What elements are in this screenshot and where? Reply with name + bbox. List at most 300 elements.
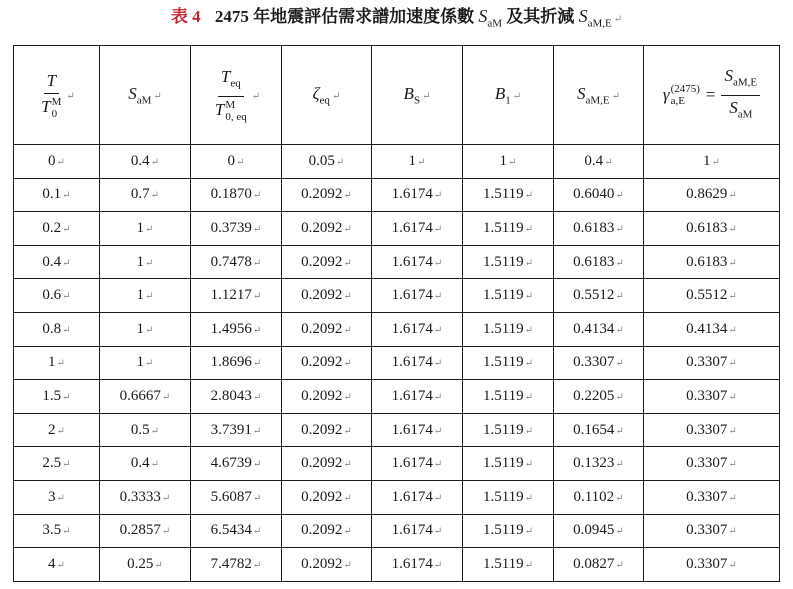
paragraph-mark-icon: ↵	[433, 526, 443, 538]
paragraph-mark-icon: ↵	[252, 391, 262, 403]
paragraph-mark-icon: ↵	[236, 156, 245, 168]
table-cell	[100, 346, 191, 380]
table-cell	[282, 447, 372, 481]
table-cell	[372, 346, 463, 380]
cell-value: 1.6174	[391, 287, 433, 304]
paragraph-mark-icon: ↵	[145, 324, 154, 336]
caption-symbol-saM: $S_{aM}$	[478, 6, 503, 30]
table-cell	[100, 312, 191, 346]
table-row	[14, 279, 780, 313]
paragraph-mark-icon: ↵	[145, 291, 154, 303]
paragraph-mark-icon: ↵	[524, 324, 534, 336]
header-teq-ratio: $T_{eq}$ T M 0, eq ↵	[191, 46, 282, 145]
cell-value: 0.0945	[573, 522, 615, 539]
cell-value: 0.5	[130, 421, 150, 438]
table-row	[14, 380, 780, 414]
table-cell	[100, 145, 191, 179]
table-cell	[554, 145, 644, 179]
paragraph-mark-icon: ↵	[154, 559, 163, 571]
paragraph-mark-icon: ↵	[252, 257, 262, 269]
paragraph-mark-icon: ↵	[145, 257, 154, 269]
cell-value: 0.3307	[686, 555, 728, 572]
paragraph-mark-icon: ↵	[343, 358, 352, 370]
table-cell	[554, 178, 644, 212]
paragraph-mark-icon: ↵	[252, 223, 262, 235]
paragraph-mark-icon: ↵	[524, 459, 534, 471]
table-cell	[372, 548, 463, 582]
table-cell	[282, 279, 372, 313]
paragraph-mark-icon: ↵	[417, 156, 426, 168]
table-cell	[14, 413, 100, 447]
cell-value: 1.1217	[210, 287, 252, 304]
table-cell	[644, 413, 780, 447]
table-cell	[14, 380, 100, 414]
table-cell	[191, 480, 282, 514]
table-cell	[191, 548, 282, 582]
table-cell	[282, 346, 372, 380]
table-cell	[554, 548, 644, 582]
table-cell	[463, 480, 554, 514]
paragraph-mark-icon: ↵	[615, 559, 624, 571]
paragraph-mark-icon: ↵	[524, 257, 534, 269]
table-row	[14, 514, 780, 548]
paragraph-mark-icon: ↵	[343, 190, 352, 202]
cell-value: 0.2092	[301, 253, 343, 270]
paragraph-mark-icon: ↵	[711, 156, 720, 168]
table-cell	[554, 413, 644, 447]
paragraph-mark-icon: ↵	[433, 459, 443, 471]
cell-value: 1.6174	[391, 219, 433, 236]
paragraph-mark-icon: ↵	[524, 291, 534, 303]
table-cell	[191, 245, 282, 279]
cell-value: 1	[703, 152, 711, 169]
cell-value: 0.6183	[686, 219, 728, 236]
cell-value: 0.5512	[686, 287, 728, 304]
cell-value: 0.2092	[301, 522, 343, 539]
paragraph-mark-icon: ↵	[524, 190, 534, 202]
paragraph-mark-icon: ↵	[728, 324, 737, 336]
paragraph-mark-icon: ↵	[56, 358, 65, 370]
table-cell	[644, 380, 780, 414]
paragraph-mark-icon: ↵	[728, 391, 737, 403]
table-cell	[644, 480, 780, 514]
cell-value: 0.3307	[686, 455, 728, 472]
paragraph-mark-icon: ↵	[524, 391, 534, 403]
table-cell	[100, 514, 191, 548]
paragraph-mark-icon: ↵	[62, 324, 71, 336]
cell-value: 2.8043	[210, 387, 252, 404]
table-cell	[644, 312, 780, 346]
paragraph-mark-icon: ↵	[145, 223, 154, 235]
paragraph-mark-icon: ↵	[615, 223, 624, 235]
paragraph-mark-icon: ↵	[62, 190, 71, 202]
table-cell	[100, 380, 191, 414]
table-cell	[372, 312, 463, 346]
table-cell	[554, 245, 644, 279]
cell-value: 0.4134	[686, 320, 728, 337]
table-cell	[372, 178, 463, 212]
table-cell	[644, 245, 780, 279]
table-cell	[644, 346, 780, 380]
table-cell	[191, 145, 282, 179]
cell-value: 0.6040	[573, 186, 615, 203]
header-bs: $B_S$ ↵	[372, 46, 463, 145]
cell-value: 0.3307	[686, 488, 728, 505]
paragraph-mark-icon: ↵	[343, 425, 352, 437]
cell-value: 1.6174	[391, 455, 433, 472]
cell-value: 0.4	[130, 455, 150, 472]
paragraph-mark-icon: ↵	[433, 257, 443, 269]
table-row	[14, 145, 780, 179]
cell-value: 1	[48, 354, 56, 371]
cell-value: 0.6	[42, 287, 62, 304]
cell-value: 2	[48, 421, 56, 438]
paragraph-mark-icon: ↵	[433, 324, 443, 336]
cell-value: 4.6739	[210, 455, 252, 472]
table-cell	[282, 480, 372, 514]
table-cell	[644, 514, 780, 548]
table-cell	[14, 514, 100, 548]
cell-value: 0.3307	[686, 354, 728, 371]
paragraph-mark-icon: ↵	[252, 559, 262, 571]
table-cell	[644, 212, 780, 246]
cell-value: 0.4	[130, 152, 150, 169]
cell-value: 0.7478	[210, 253, 252, 270]
table-cell	[191, 312, 282, 346]
cell-value: 0.8	[42, 320, 62, 337]
paragraph-mark-icon: ↵	[343, 291, 352, 303]
table-cell	[282, 380, 372, 414]
table-body	[14, 145, 780, 582]
paragraph-mark-icon: ↵	[615, 324, 624, 336]
cell-value: 1.5119	[482, 522, 524, 539]
paragraph-mark-icon: ↵	[728, 526, 737, 538]
cell-value: 0.3307	[686, 387, 728, 404]
paragraph-mark-icon: ↵	[62, 526, 71, 538]
cell-value: 0.6183	[573, 219, 615, 236]
paragraph-mark-icon: ↵	[728, 358, 737, 370]
table-cell	[554, 480, 644, 514]
table-row	[14, 212, 780, 246]
table-cell	[191, 413, 282, 447]
paragraph-mark-icon: ↵	[56, 492, 65, 504]
paragraph-mark-icon: ↵	[524, 223, 534, 235]
paragraph-mark-icon: ↵	[524, 358, 534, 370]
cell-value: 0.1102	[573, 488, 615, 505]
table-cell	[14, 346, 100, 380]
paragraph-mark-icon: ↵	[343, 391, 352, 403]
table-cell	[14, 447, 100, 481]
cell-value: 0.3307	[686, 522, 728, 539]
paragraph-mark-icon: ↵	[252, 358, 262, 370]
cell-value: 4	[48, 555, 56, 572]
table-cell	[372, 514, 463, 548]
cell-value: 0	[48, 152, 56, 169]
table-row	[14, 346, 780, 380]
paragraph-mark-icon: ↵	[613, 14, 623, 25]
cell-value: 0.7	[130, 186, 150, 203]
paragraph-mark-icon: ↵	[604, 156, 613, 168]
cell-value: 0.2092	[301, 287, 343, 304]
table-cell	[14, 548, 100, 582]
table-row	[14, 548, 780, 582]
cell-value: 0.2092	[301, 387, 343, 404]
table-cell	[191, 447, 282, 481]
paragraph-mark-icon: ↵	[252, 291, 262, 303]
paragraph-mark-icon: ↵	[145, 358, 154, 370]
header-row	[14, 46, 780, 145]
paragraph-mark-icon: ↵	[56, 559, 65, 571]
paragraph-mark-icon: ↵	[150, 190, 160, 202]
cell-value: 1.5119	[482, 287, 524, 304]
paragraph-mark-icon: ↵	[728, 559, 737, 571]
cell-value: 0.4134	[573, 320, 615, 337]
cell-value: 1.6174	[391, 253, 433, 270]
cell-value: 1	[136, 219, 145, 236]
paragraph-mark-icon: ↵	[252, 425, 262, 437]
cell-value: 1.5	[42, 387, 62, 404]
cell-value: 0.5512	[573, 287, 615, 304]
table-cell	[14, 480, 100, 514]
cell-value: 1.5119	[482, 421, 524, 438]
cell-value: 1	[136, 253, 145, 270]
paragraph-mark-icon: ↵	[433, 190, 443, 202]
cell-value: 0.3307	[573, 354, 615, 371]
table-cell	[644, 447, 780, 481]
caption-symbol-saME: $S_{aM,E}$	[578, 6, 612, 30]
table-cell	[554, 346, 644, 380]
cell-value: 0.2092	[301, 219, 343, 236]
cell-value: 1.6174	[391, 320, 433, 337]
cell-value: 2.5	[42, 455, 62, 472]
paragraph-mark-icon: ↵	[62, 223, 71, 235]
cell-value: 0.25	[127, 555, 154, 572]
table-cell	[191, 212, 282, 246]
table-cell	[191, 279, 282, 313]
paragraph-mark-icon: ↵	[615, 391, 624, 403]
cell-value: 0.3307	[686, 421, 728, 438]
cell-value: 0.6183	[573, 253, 615, 270]
table-cell	[554, 514, 644, 548]
paragraph-mark-icon: ↵	[615, 291, 624, 303]
table-cell	[463, 413, 554, 447]
table-row	[14, 413, 780, 447]
paragraph-mark-icon: ↵	[433, 223, 443, 235]
header-saME: $S_{aM,E}$ ↵	[554, 46, 644, 145]
table-cell	[100, 447, 191, 481]
cell-value: 1	[408, 152, 417, 169]
paragraph-mark-icon: ↵	[433, 291, 443, 303]
cell-value: 0.6183	[686, 253, 728, 270]
table-cell	[463, 212, 554, 246]
paragraph-mark-icon: ↵	[343, 459, 352, 471]
table-cell	[282, 312, 372, 346]
table-cell	[14, 279, 100, 313]
cell-value: 1.8696	[210, 354, 252, 371]
cell-value: 0.6667	[119, 387, 161, 404]
cell-value: 0.2092	[301, 421, 343, 438]
paragraph-mark-icon: ↵	[252, 526, 262, 538]
table-cell	[100, 480, 191, 514]
table-cell	[100, 212, 191, 246]
cell-value: 0.3739	[210, 219, 252, 236]
header-gamma-ratio: γ (2475) a,E = $\frac{S_{aM,E}}{S_{aM}}$	[644, 46, 780, 145]
cell-value: 0.4	[42, 253, 62, 270]
cell-value: 1.6174	[391, 488, 433, 505]
paragraph-mark-icon: ↵	[433, 559, 443, 571]
spectral-acceleration-table	[13, 45, 780, 582]
table-row	[14, 480, 780, 514]
paragraph-mark-icon: ↵	[728, 257, 737, 269]
table-cell	[14, 145, 100, 179]
cell-value: 1.6174	[391, 354, 433, 371]
cell-value: 6.5434	[210, 522, 252, 539]
paragraph-mark-icon: ↵	[161, 492, 171, 504]
table-cell	[644, 145, 780, 179]
table-cell	[463, 514, 554, 548]
cell-value: 3.5	[42, 522, 62, 539]
table-row	[14, 245, 780, 279]
paragraph-mark-icon: ↵	[62, 459, 71, 471]
table-cell	[282, 145, 372, 179]
table-cell	[191, 380, 282, 414]
paragraph-mark-icon: ↵	[615, 358, 624, 370]
table-cell	[554, 212, 644, 246]
table-cell	[282, 548, 372, 582]
cell-value: 5.6087	[210, 488, 252, 505]
cell-value: 1.4956	[210, 320, 252, 337]
cell-value: 1.5119	[482, 455, 524, 472]
table-cell	[100, 548, 191, 582]
table-cell	[644, 548, 780, 582]
cell-value: 0.4	[584, 152, 604, 169]
table-cell	[463, 548, 554, 582]
table-cell	[14, 245, 100, 279]
paragraph-mark-icon: ↵	[252, 190, 262, 202]
table-cell	[554, 380, 644, 414]
paragraph-mark-icon: ↵	[615, 459, 624, 471]
table-cell	[100, 413, 191, 447]
paragraph-mark-icon: ↵	[150, 156, 160, 168]
table-cell	[372, 447, 463, 481]
table-cell	[100, 245, 191, 279]
paragraph-mark-icon: ↵	[252, 459, 262, 471]
cell-value: 0.2	[42, 219, 62, 236]
cell-value: 0.2857	[119, 522, 161, 539]
table-cell	[554, 447, 644, 481]
cell-value: 0.1323	[573, 455, 615, 472]
paragraph-mark-icon: ↵	[433, 425, 443, 437]
paragraph-mark-icon: ↵	[615, 425, 624, 437]
table-cell	[14, 312, 100, 346]
table-cell	[100, 279, 191, 313]
paragraph-mark-icon: ↵	[343, 559, 352, 571]
paragraph-mark-icon: ↵	[335, 156, 345, 168]
table-cell	[191, 178, 282, 212]
paragraph-mark-icon: ↵	[433, 492, 443, 504]
cell-value: 1	[136, 320, 145, 337]
paragraph-mark-icon: ↵	[615, 257, 624, 269]
table-cell	[100, 178, 191, 212]
paragraph-mark-icon: ↵	[62, 391, 71, 403]
header-saM: $S_{aM}$ ↵	[100, 46, 191, 145]
paragraph-mark-icon: ↵	[728, 291, 737, 303]
table-cell	[372, 245, 463, 279]
paragraph-mark-icon: ↵	[615, 526, 624, 538]
paragraph-mark-icon: ↵	[62, 291, 71, 303]
paragraph-mark-icon: ↵	[433, 391, 443, 403]
cell-value: 0.05	[308, 152, 335, 169]
cell-value: 1.6174	[391, 387, 433, 404]
table-cell	[14, 212, 100, 246]
paragraph-mark-icon: ↵	[56, 156, 65, 168]
table-cell	[191, 514, 282, 548]
cell-value: 0.1870	[210, 186, 252, 203]
paragraph-mark-icon: ↵	[508, 156, 517, 168]
table-row	[14, 312, 780, 346]
cell-value: 3	[48, 488, 56, 505]
paragraph-mark-icon: ↵	[615, 190, 624, 202]
table-cell	[554, 279, 644, 313]
header-zeta-eq: $\zeta_{eq}$ ↵	[282, 46, 372, 145]
table-cell	[282, 514, 372, 548]
table-cell	[372, 279, 463, 313]
paragraph-mark-icon: ↵	[524, 559, 534, 571]
paragraph-mark-icon: ↵	[524, 425, 534, 437]
table-cell	[463, 145, 554, 179]
cell-value: 0.2092	[301, 555, 343, 572]
table-cell	[463, 312, 554, 346]
paragraph-mark-icon: ↵	[728, 223, 737, 235]
paragraph-mark-icon: ↵	[524, 492, 534, 504]
cell-value: 1.5119	[482, 555, 524, 572]
paragraph-mark-icon: ↵	[433, 358, 443, 370]
paragraph-mark-icon: ↵	[728, 425, 737, 437]
paragraph-mark-icon: ↵	[343, 324, 352, 336]
cell-value: 1.6174	[391, 555, 433, 572]
table-cell	[463, 380, 554, 414]
paragraph-mark-icon: ↵	[728, 492, 737, 504]
cell-value: 1	[136, 287, 145, 304]
cell-value: 1.5119	[482, 219, 524, 236]
caption-label: 表 4	[170, 7, 201, 26]
paragraph-mark-icon: ↵	[150, 459, 160, 471]
table-cell	[282, 178, 372, 212]
table-cell	[463, 279, 554, 313]
table-cell	[463, 245, 554, 279]
table-caption	[0, 4, 793, 36]
table-cell	[463, 447, 554, 481]
table-cell	[644, 279, 780, 313]
paragraph-mark-icon: ↵	[161, 526, 171, 538]
cell-value: 0	[227, 152, 236, 169]
table-row	[14, 178, 780, 212]
table-cell	[372, 145, 463, 179]
cell-value: 0.1654	[573, 421, 615, 438]
paragraph-mark-icon: ↵	[343, 257, 352, 269]
cell-value: 0.3333	[119, 488, 161, 505]
table-cell	[372, 480, 463, 514]
table-cell	[191, 346, 282, 380]
table-cell	[372, 380, 463, 414]
cell-value: 0.2092	[301, 488, 343, 505]
cell-value: 1.6174	[391, 522, 433, 539]
paragraph-mark-icon: ↵	[343, 223, 352, 235]
cell-value: 0.8629	[686, 186, 728, 203]
cell-value: 0.2092	[301, 354, 343, 371]
table-cell	[372, 413, 463, 447]
paragraph-mark-icon: ↵	[728, 190, 737, 202]
